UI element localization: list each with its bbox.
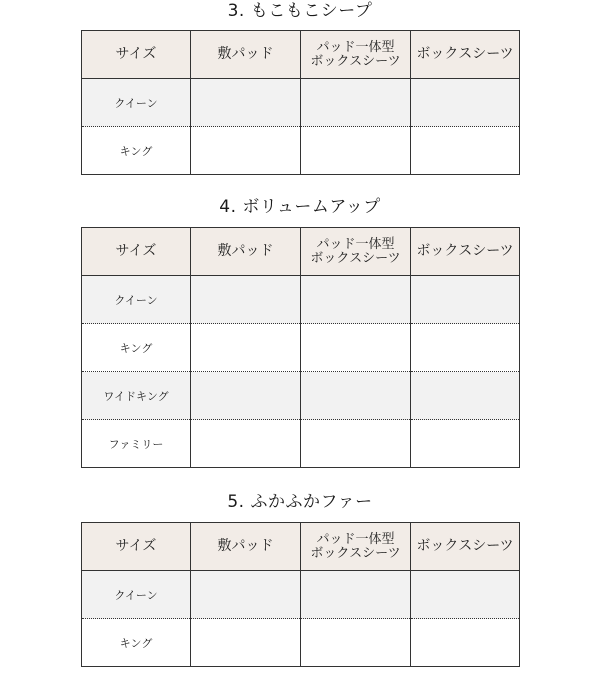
row-size-label: キング [82, 127, 191, 175]
cell-pad [191, 79, 301, 127]
cell-box-sheet [411, 372, 520, 420]
header-pad: 敷パッド [191, 228, 301, 276]
cell-box-sheet [411, 79, 520, 127]
table-row [82, 420, 520, 468]
cell-box-sheet [411, 127, 520, 175]
cell-pad-combo [301, 619, 411, 667]
cell-box-sheet [411, 619, 520, 667]
header-row [82, 228, 520, 276]
header-pad: 敷パッド [191, 31, 301, 79]
header-box-sheet: ボックスシーツ [411, 228, 520, 276]
header-pad-combo [301, 228, 411, 276]
header-size: サイズ [82, 228, 191, 276]
cell-box-sheet [411, 571, 520, 619]
row-size-label: ファミリー [82, 420, 191, 468]
header-pad-combo-line1: パッド一体型 [316, 236, 395, 252]
cell-pad-combo [301, 276, 411, 324]
cell-pad [191, 619, 301, 667]
row-size-label: キング [82, 619, 191, 667]
section-title: 4. ボリュームアップ [219, 197, 381, 217]
cell-pad-combo [301, 372, 411, 420]
header-row [82, 31, 520, 79]
cell-pad [191, 324, 301, 372]
row-size-label: クイーン [82, 571, 191, 619]
section-volume-up [0, 196, 600, 451]
table-row [82, 79, 520, 127]
cell-box-sheet [411, 324, 520, 372]
cell-box-sheet [411, 276, 520, 324]
section-fukafuka-fur [0, 491, 600, 650]
section-mokomoko-sheep [0, 0, 600, 158]
cell-pad-combo [301, 571, 411, 619]
header-size: サイズ [82, 31, 191, 79]
section-title: 3. もこもこシープ [227, 1, 373, 21]
row-size-label: ワイドキング [82, 372, 191, 420]
header-row [82, 523, 520, 571]
header-pad-combo-line2: ボックスシーツ [310, 53, 401, 69]
table-row [82, 127, 520, 175]
cell-box-sheet [411, 420, 520, 468]
header-pad-combo [301, 523, 411, 571]
header-pad-combo-line2: ボックスシーツ [310, 250, 401, 266]
cell-pad-combo [301, 127, 411, 175]
cell-pad-combo [301, 420, 411, 468]
row-size-label: キング [82, 324, 191, 372]
cell-pad [191, 372, 301, 420]
section-title: 5. ふかふかファー [227, 492, 373, 512]
cell-pad-combo [301, 324, 411, 372]
header-pad: 敷パッド [191, 523, 301, 571]
header-size: サイズ [82, 523, 191, 571]
table-row [82, 372, 520, 420]
cell-pad [191, 127, 301, 175]
table-row [82, 619, 520, 667]
size-table [81, 522, 520, 667]
header-box-sheet: ボックスシーツ [411, 31, 520, 79]
cell-pad [191, 276, 301, 324]
table-row [82, 276, 520, 324]
table-row [82, 571, 520, 619]
row-size-label: クイーン [82, 79, 191, 127]
cell-pad [191, 571, 301, 619]
header-box-sheet: ボックスシーツ [411, 523, 520, 571]
header-pad-combo-line1: パッド一体型 [316, 531, 395, 547]
table-row [82, 324, 520, 372]
header-pad-combo [301, 31, 411, 79]
header-pad-combo-line2: ボックスシーツ [310, 545, 401, 561]
cell-pad [191, 420, 301, 468]
cell-pad-combo [301, 79, 411, 127]
row-size-label: クイーン [82, 276, 191, 324]
size-table [81, 30, 520, 175]
header-pad-combo-line1: パッド一体型 [316, 39, 395, 55]
size-table [81, 227, 520, 468]
